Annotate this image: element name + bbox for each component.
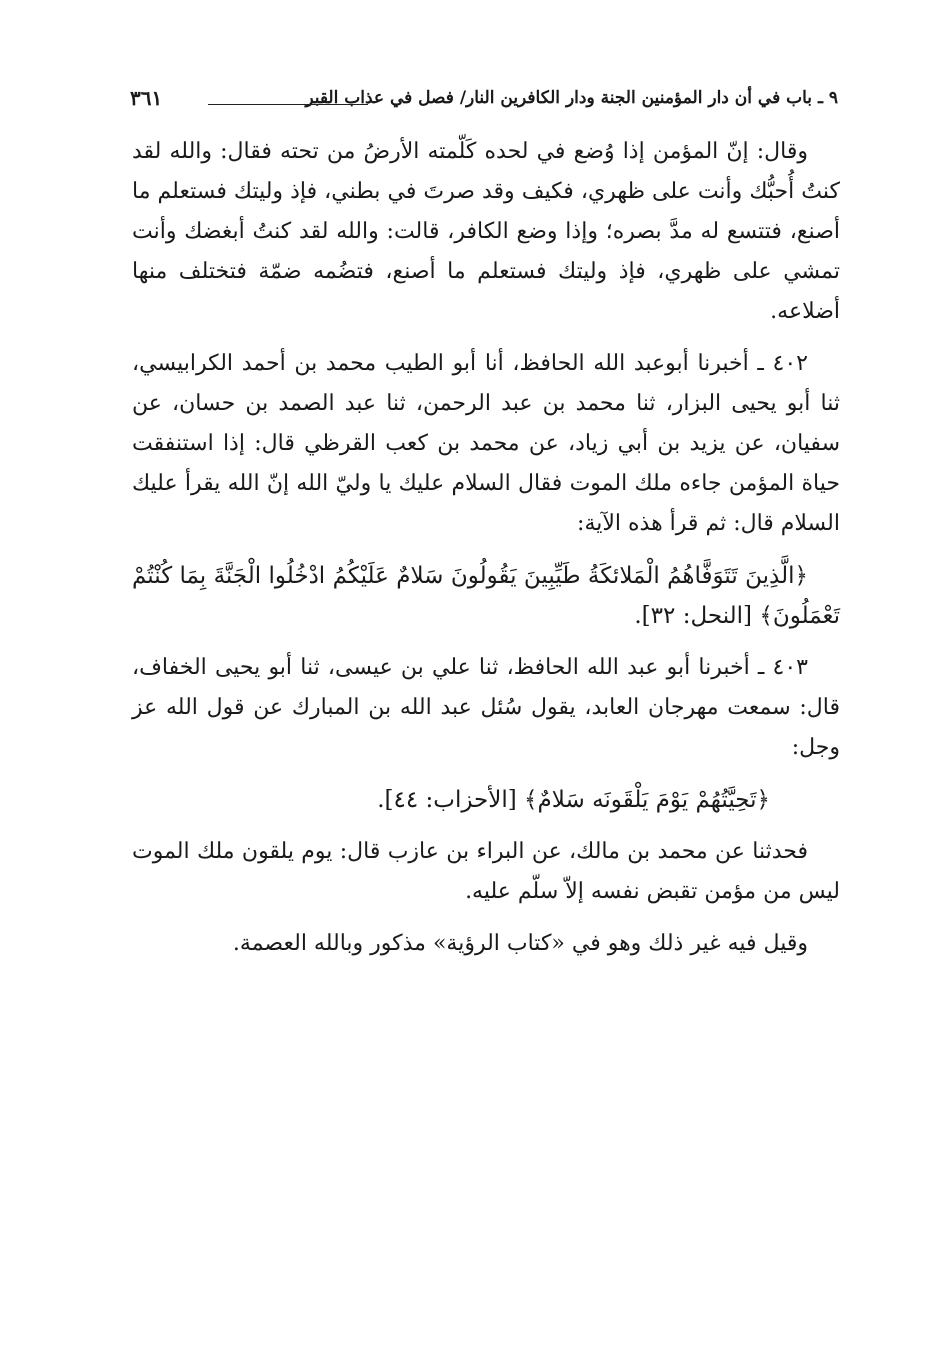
page-number: ٣٦١ [130,86,163,110]
body-text [132,132,840,976]
running-header [130,84,838,118]
quran-verse-nahl: ﴿الَّذِينَ تَتَوَفَّاهُمُ الْمَلائكَةُ طَيِّبِينَ يَقُولُونَ سَلامٌ عَلَيْكُمُ ادْخُلُوا الْجَنَّةَ بِمَا كُنْتُمْ تَعْمَلُونَ﴾ [النحل: ٣٢]. [132,563,840,629]
header-rule [208,104,368,105]
paragraph-grave-speech: وقال: إنّ المؤمن إذا وُضع في لحده كَلّمته الأرضُ من تحته فقال: والله لقد كنتُ أُحبُّك وأنت على ظهري، فكيف وقد صرتَ في بطني، فإذ وليتك فستعلم ما أصنع، فتتسع له مدَّ بصره؛ وإذا وضع الكافر، قالت: والله لقد كنتُ أبغضك وأنت تمشي على ظهري، فإذ وليتك فستعلم ما أصنع، فتضُمه ضمّة فتختلف منها أضلاعه. [132,139,840,324]
paragraph-hadith-403: ٤٠٣ ـ أخبرنا أبو عبد الله الحافظ، ثنا علي بن عيسى، ثنا أبو يحيى الخفاف، قال: سمعت مهرجان العابد، يقول سُئل عبد الله بن المبارك عن قول الله عز وجل: [132,655,840,760]
paragraph-bara-narration: فحدثنا عن محمد بن مالك، عن البراء بن عازب قال: يوم يلقون ملك الموت ليس من مؤمن تقبض نفسه إلاّ سلّم عليه. [132,839,840,904]
header-title: ٩ ـ باب في أن دار المؤمنين الجنة ودار الكافرين النار/ فصل في عذاب القبر [305,88,838,108]
quran-verse-ahzab: ﴿تَحِيَّتُهُمْ يَوْمَ يَلْقَونَه سَلامٌ﴾ [الأحزاب: ٤٤]. [377,787,770,813]
paragraph-closing-note: وقيل فيه غير ذلك وهو في «كتاب الرؤية» مذكور وبالله العصمة. [232,931,808,956]
paragraph-hadith-402: ٤٠٢ ـ أخبرنا أبوعبد الله الحافظ، أنا أبو الطيب محمد بن أحمد الكرابيسي، ثنا أبو يحيى البزار، ثنا محمد بن عبد الرحمن، ثنا عبد الصمد بن حسان، عن سفيان، عن يزيد بن أبي زياد، عن محمد بن كعب القرظي قال: إذا استنفقت حياة المؤمن جاءه ملك الموت فقال السلام عليك يا وليّ الله إنّ الله يقرأ عليك السلام قال: ثم قرأ هذه الآية: [132,351,840,536]
